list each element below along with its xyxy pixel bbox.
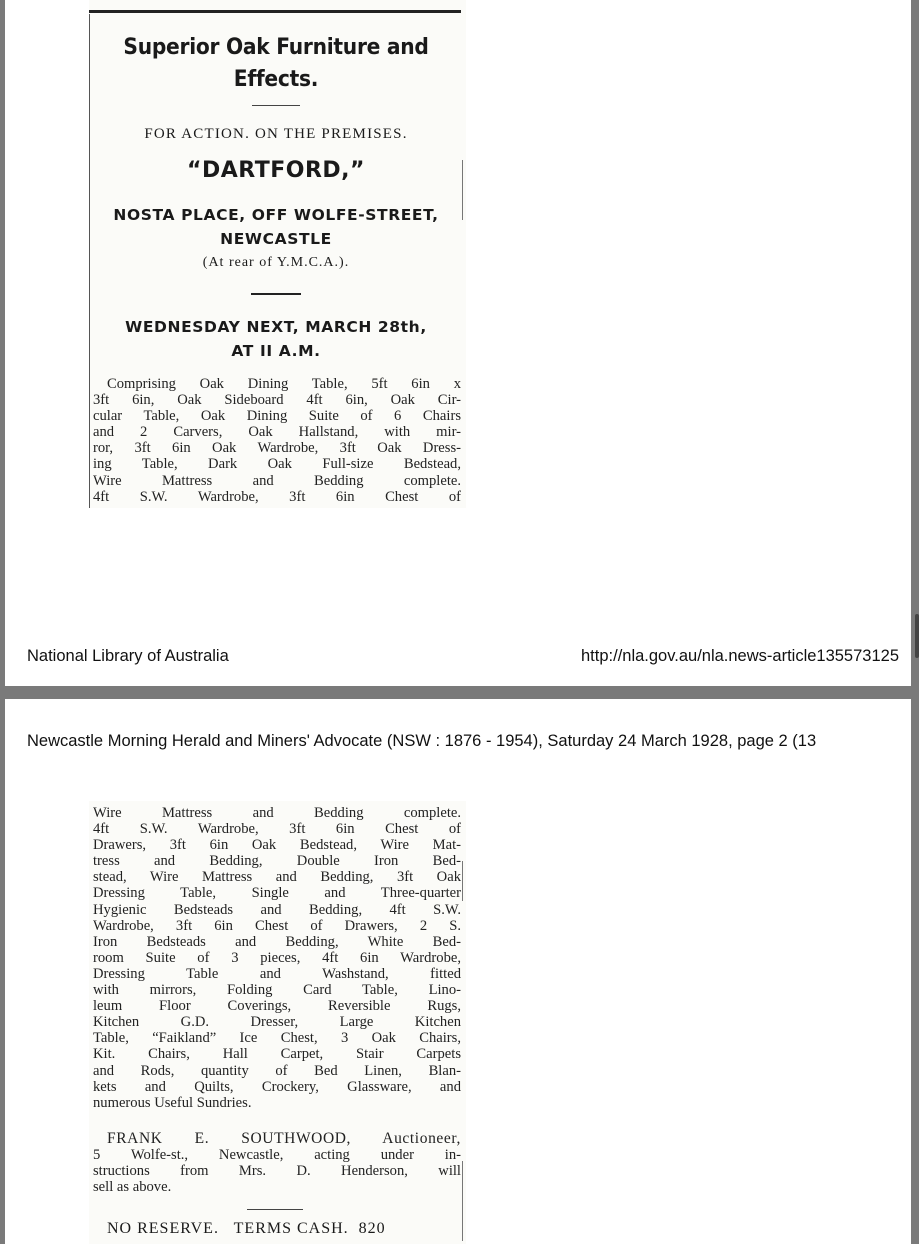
body-line: Kit. Chairs, Hall Carpet, Stair Carpets (93, 1046, 461, 1063)
newspaper-clipping-top (89, 0, 466, 508)
auctioneer-line: structions from Mrs. D. Henderson, will (93, 1163, 461, 1180)
body-line: and Rods, quantity of Bed Linen, Blan- (93, 1062, 461, 1079)
address-line-2: NEWCASTLE (220, 230, 332, 248)
ad-title-2: Effects. (233, 67, 319, 92)
date-line-2: AT II A.M. (231, 342, 321, 360)
auctioneer-line: sell as above. (93, 1179, 172, 1196)
auctioneer-line: FRANK E. SOUTHWOOD, Auctioneer, (107, 1130, 461, 1147)
body-line: with mirrors, Folding Card Table, Lino- (93, 982, 461, 999)
body-line: numerous Useful Sundries. (93, 1094, 252, 1111)
body-line: stead, Wire Mattress and Bedding, 3ft Oak (93, 869, 461, 886)
body-line: 4ft S.W. Wardrobe, 3ft 6in Chest of (93, 488, 461, 505)
body-line: 4ft S.W. Wardrobe, 3ft 6in Chest of (93, 821, 461, 838)
body-line: room Suite of 3 pieces, 4ft 6in Wardrobe, (93, 949, 461, 966)
citation-line: Newcastle Morning Herald and Miners' Advocate (NSW : 1876 - 1954), Saturday 24 March 1928, page 2 (13 (27, 732, 817, 750)
address-line-1: NOSTA PLACE, OFF WOLFE-STREET, (113, 206, 439, 224)
page-2 (5, 699, 911, 1244)
auctioneer-line: 5 Wolfe-st., Newcastle, acting under in- (93, 1147, 461, 1164)
body-line: Comprising Oak Dining Table, 5ft 6in x (107, 376, 461, 392)
auction-notice: FOR ACTION. ON THE PREMISES. (144, 126, 408, 142)
body-line: Drawers, 3ft 6in Oak Bedstead, Wire Mat- (93, 837, 461, 854)
body-line: and 2 Carvers, Oak Hallstand, with mir- (93, 424, 461, 441)
body-line: Dressing Table, Single and Three-quarter (93, 885, 461, 902)
body-line: cular Table, Oak Dining Suite of 6 Chairs (93, 408, 461, 425)
column-right-rule (462, 861, 463, 901)
terms-line: NO RESERVE. TERMS CASH. 820 (107, 1220, 386, 1237)
newspaper-clipping-bottom (89, 801, 466, 1244)
body-line: ing Table, Dark Oak Full-size Bedstead, (93, 456, 461, 473)
ad-body-text (93, 376, 461, 505)
property-name: “DARTFORD,” (187, 158, 365, 183)
body-line: Dressing Table and Washstand, fitted (93, 965, 461, 982)
auctioneer-text (93, 1131, 461, 1195)
body-line: Hygienic Bedsteads and Bedding, 4ft S.W. (93, 901, 461, 918)
body-line: Wire Mattress and Bedding complete. (93, 472, 461, 489)
separator-thick (251, 293, 301, 295)
body-line: Iron Bedsteads and Bedding, White Bed- (93, 933, 461, 950)
library-name: National Library of Australia (27, 647, 229, 665)
ad-body-text-continued (93, 805, 461, 1111)
ad-title: Superior Oak Furniture and (123, 35, 429, 60)
body-line: kets and Quilts, Crockery, Glassware, and (93, 1078, 461, 1095)
column-left-rule (89, 14, 90, 508)
body-line: ror, 3ft 6in Oak Wardrobe, 3ft Oak Dress- (93, 440, 461, 457)
body-line: Kitchen G.D. Dresser, Large Kitchen (93, 1014, 461, 1031)
address-line-3: (At rear of Y.M.C.A.). (202, 255, 350, 270)
article-url[interactable]: http://nla.gov.au/nla.news-article135573125 (581, 647, 899, 665)
date-line-1: WEDNESDAY NEXT, MARCH 28th, (125, 318, 427, 336)
separator (247, 1209, 303, 1210)
page-1 (5, 0, 911, 686)
body-line: leum Floor Coverings, Reversible Rugs, (93, 998, 461, 1015)
body-line: Wire Mattress and Bedding complete. (93, 805, 461, 821)
column-top-rule (89, 10, 461, 13)
body-line: 3ft 6in, Oak Sideboard 4ft 6in, Oak Cir- (93, 392, 461, 409)
body-line: Wardrobe, 3ft 6in Chest of Drawers, 2 S. (93, 917, 461, 934)
separator (252, 105, 300, 106)
column-right-rule (462, 1161, 463, 1241)
scrollbar-thumb[interactable] (915, 614, 919, 658)
body-line: Table, “Faikland” Ice Chest, 3 Oak Chairs, (93, 1030, 461, 1047)
column-right-rule (462, 160, 463, 220)
body-line: tress and Bedding, Double Iron Bed- (93, 853, 461, 870)
